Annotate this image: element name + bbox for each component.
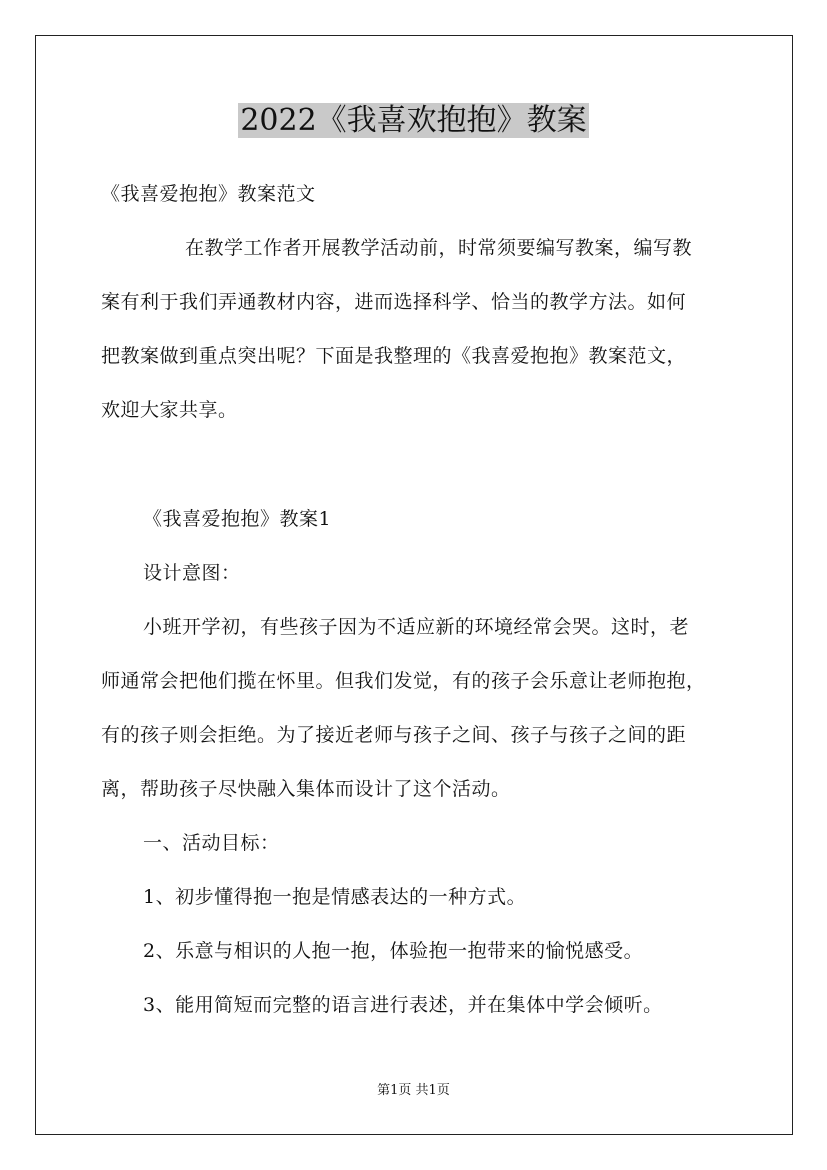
- design-body-line: 小班开学初，有些孩子因为不适应新的环境经常会哭。这时，老: [143, 616, 690, 638]
- design-body-line: 师通常会把他们揽在怀里。但我们发觉，有的孩子会乐意让老师抱抱，: [101, 670, 706, 692]
- intro-line: 把教案做到重点突出呢？下面是我整理的《我喜爱抱抱》教案范文，: [101, 345, 687, 367]
- document-title: [0, 100, 827, 142]
- subtitle: 《我喜爱抱抱》教案范文: [101, 183, 316, 205]
- goal-item: 1、初步懂得抱一抱是情感表达的一种方式。: [143, 886, 527, 908]
- goals-heading: 一、活动目标：: [143, 832, 280, 854]
- goal-item: 2、乐意与相识的人抱一抱，体验抱一抱带来的愉悦感受。: [143, 940, 644, 962]
- intro-line: 欢迎大家共享。: [101, 399, 238, 421]
- intro-line: 在教学工作者开展教学活动前，时常须要编写教案，编写教: [185, 237, 693, 259]
- document-title-text: 2022《我喜欢抱抱》教案: [240, 103, 587, 138]
- page-number-footer: 第1页 共1页: [377, 1083, 450, 1098]
- goal-item: 3、能用简短而完整的语言进行表述，并在集体中学会倾听。: [143, 994, 663, 1016]
- section-heading: 《我喜爱抱抱》教案1: [143, 508, 332, 530]
- intro-line: 案有利于我们弄通教材内容，进而选择科学、恰当的教学方法。如何: [101, 291, 687, 313]
- design-body-line: 离，帮助孩子尽快融入集体而设计了这个活动。: [101, 778, 511, 800]
- design-body-line: 有的孩子则会拒绝。为了接近老师与孩子之间、孩子与孩子之间的距: [101, 724, 687, 746]
- design-label: 设计意图：: [143, 562, 241, 584]
